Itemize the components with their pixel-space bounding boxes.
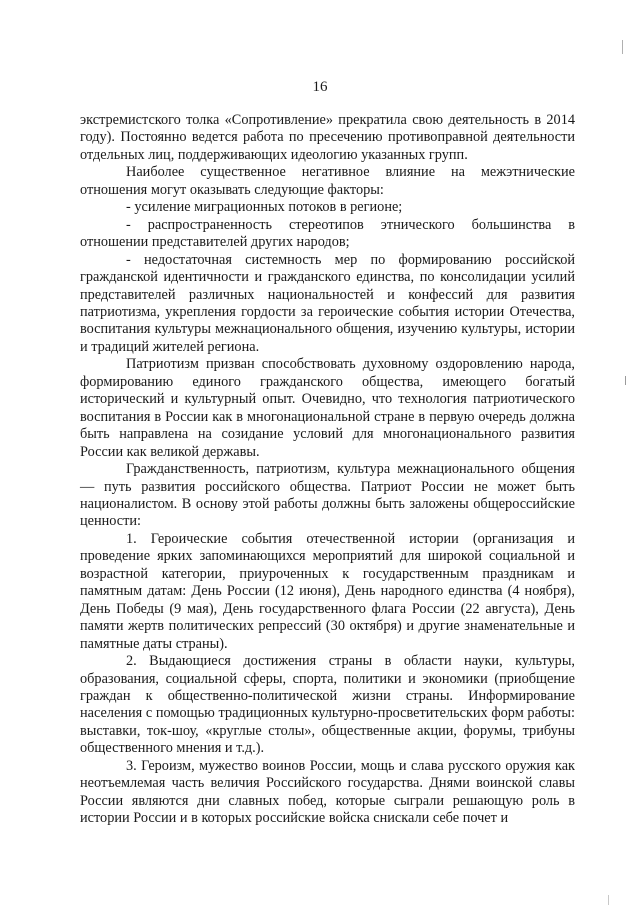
list-item-heroic-events: 1. Героические события отечественной истории (организация и проведение ярких запоминающихся мероприятий для широкой социальной и возрастной категории, приуроченных к государственным праздникам и памятным датам: День России (12 июня), День народного единства (4 ноября), День Победы (9 мая), День государственного флага России (22 августа), День памяти жертв политических репрессий (30 октября) и другие знаменательные и памятные даты страны). bbox=[80, 530, 575, 652]
paragraph-citizenship: Гражданственность, патриотизм, культура межнационального общения — путь развития российского общества. Патриот России не может быть националистом. В основу этой работы должны быть заложены общероссийские ценности: bbox=[80, 461, 575, 530]
paragraph-patriotism: Патриотизм призван способствовать духовному оздоровлению народа, формированию единого гражданского общества, имеющего богатый исторический и культурный опыт. Очевидно, что технология патриотического воспитания в России как в многонациональной стране в первую очередь должна быть направлена на созидание условий для многонационального развития России как великой державы. bbox=[80, 356, 575, 460]
page-number: 16 bbox=[312, 79, 328, 95]
list-item-achievements: 2. Выдающиеся достижения страны в области науки, культуры, образования, социальной сферы, спорта, политики и экономики (приобщение граждан к общественно-политической жизни страны. Информирование населения с помощью традиционных культурно-просветительских форм работы: выставки, ток-шоу, «круглые столы», общественные акции, форумы, трибуны общественного мнения и т.д.). bbox=[80, 653, 575, 757]
document-body bbox=[80, 112, 575, 828]
scan-margin-mark bbox=[608, 895, 609, 905]
list-item-stereotypes: - распространенность стереотипов этнического большинства в отношении представителей других народов; bbox=[80, 216, 575, 251]
list-item-migration: - усиление миграционных потоков в регионе; bbox=[126, 199, 403, 216]
list-item-heroism: 3. Героизм, мужество воинов России, мощь и слава русского оружия как неотъемлемая часть величия Российского государства. Днями воинской славы России являются дни славных побед, которые сыграли решающую роль в истории России и в которых российские войска снискали себе почет и bbox=[80, 757, 575, 827]
scan-margin-mark bbox=[625, 376, 626, 385]
paragraph-continuation: экстремистского толка «Сопротивление» прекратила свою деятельность в 2014 году). Постоянно ведется работа по пресечению противоправной деятельности отдельных лиц, поддерживающих идеологию указанных групп. bbox=[80, 112, 575, 163]
scan-margin-mark bbox=[622, 40, 623, 54]
list-item-insufficient-measures: - недостаточная системность мер по формированию российской гражданской идентичности и гражданского единства, по консолидации усилий представителей различных национальностей и конфессий для развития патриотизма, укрепления гордости за героические события истории Отечества, воспитания культуры межнационального общения, изучению культуры, истории и традиций жителей региона. bbox=[80, 251, 575, 355]
paragraph-factors-intro: Наиболее существенное негативное влияние на межэтнические отношения могут оказывать следующие факторы: bbox=[80, 164, 575, 198]
